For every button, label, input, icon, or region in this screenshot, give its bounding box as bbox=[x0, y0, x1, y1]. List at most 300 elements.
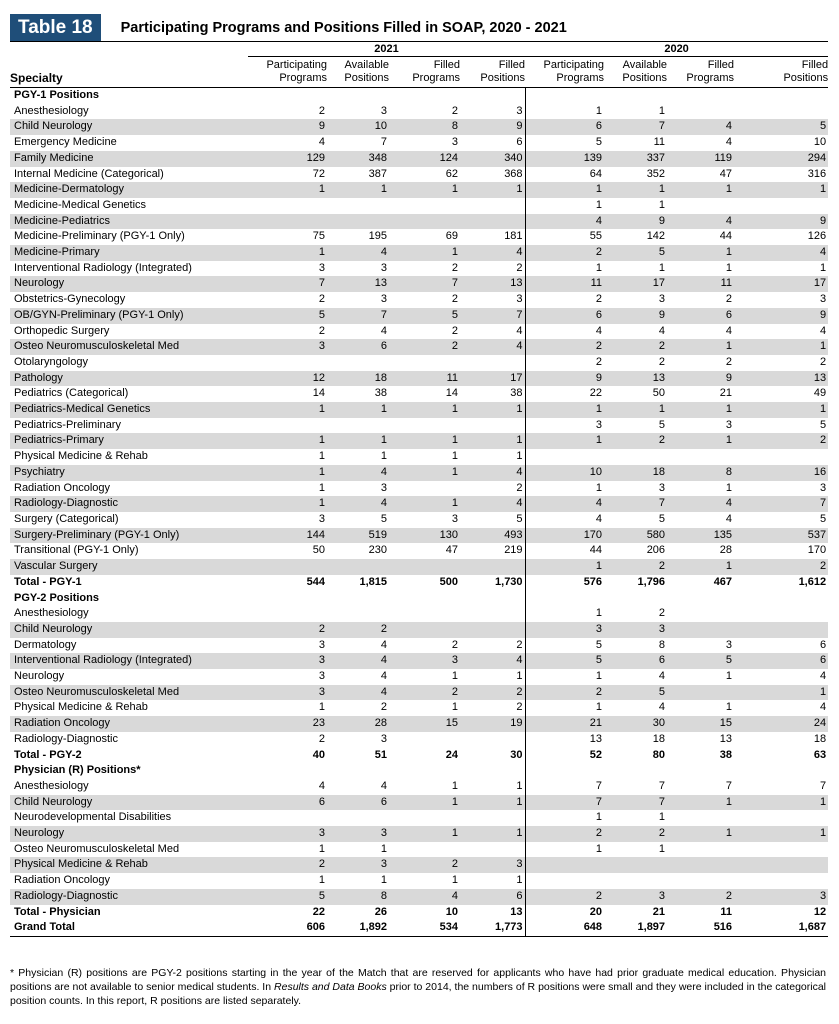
total-row bbox=[10, 575, 828, 591]
value-cell: 3 bbox=[451, 136, 458, 149]
value-cell: 7 bbox=[604, 119, 667, 135]
value-cell: 52 bbox=[525, 748, 604, 764]
value-cell: 2 bbox=[248, 857, 327, 873]
value-cell: 1 bbox=[389, 182, 460, 198]
value-cell bbox=[389, 622, 460, 638]
specialty-name: Total - Physician bbox=[14, 905, 101, 918]
value-cell bbox=[604, 449, 667, 465]
total-row bbox=[10, 905, 828, 921]
value-cell bbox=[734, 622, 828, 638]
value-cell: 7 bbox=[380, 136, 387, 149]
specialty-name: Vascular Surgery bbox=[10, 559, 248, 575]
table-row bbox=[10, 245, 828, 261]
value-cell bbox=[248, 214, 327, 230]
value-cell: 4 bbox=[819, 324, 827, 337]
value-cell: 4 bbox=[380, 324, 387, 337]
value-cell: 4 bbox=[819, 670, 827, 683]
value-cell: 3 bbox=[380, 104, 387, 117]
value-cell: 1 bbox=[516, 874, 523, 887]
specialty-name: Radiology-Diagnostic bbox=[10, 496, 248, 512]
value-cell: 12 bbox=[813, 905, 827, 918]
table-row bbox=[10, 135, 828, 151]
value-cell: 1 bbox=[725, 261, 733, 274]
value-cell bbox=[389, 481, 460, 497]
value-cell: 3 bbox=[516, 104, 523, 117]
table-row bbox=[10, 119, 828, 135]
value-cell: 2 bbox=[734, 559, 828, 575]
value-cell: 7 bbox=[248, 276, 327, 292]
value-cell: 4 bbox=[460, 245, 525, 261]
table-row bbox=[10, 324, 828, 340]
value-cell: 3 bbox=[248, 826, 327, 842]
value-cell: 63 bbox=[813, 748, 827, 761]
table-row bbox=[10, 685, 828, 701]
table-row bbox=[10, 355, 828, 371]
value-cell bbox=[389, 810, 460, 826]
value-cell: 1 bbox=[248, 496, 327, 512]
value-cell: 195 bbox=[368, 230, 387, 243]
value-cell bbox=[667, 763, 734, 779]
value-cell: 18 bbox=[652, 732, 666, 745]
specialty-name: Physical Medicine & Rehab bbox=[14, 701, 148, 714]
value-cell: 9 bbox=[248, 119, 327, 135]
value-cell bbox=[525, 873, 604, 889]
section-row bbox=[10, 591, 828, 607]
value-cell: 3 bbox=[327, 826, 389, 842]
value-cell: 3 bbox=[734, 889, 828, 905]
value-cell: 80 bbox=[652, 748, 666, 761]
value-cell: 230 bbox=[368, 544, 387, 557]
value-cell: 1 bbox=[460, 182, 525, 198]
value-cell: 17 bbox=[734, 276, 828, 292]
value-cell: 170 bbox=[525, 528, 604, 544]
value-cell: 13 bbox=[327, 276, 389, 292]
value-cell: 1 bbox=[389, 496, 460, 512]
value-cell bbox=[734, 842, 828, 858]
value-cell: 4 bbox=[725, 324, 733, 337]
value-cell bbox=[460, 198, 525, 214]
value-cell: 1 bbox=[380, 874, 387, 887]
soap-table bbox=[10, 42, 828, 937]
table-row bbox=[10, 512, 828, 528]
table-row bbox=[10, 481, 828, 497]
specialty-name: Pediatrics-Preliminary bbox=[14, 418, 121, 431]
value-cell: 1 bbox=[318, 701, 325, 714]
value-cell: 1 bbox=[380, 842, 387, 855]
specialty-name: Pediatrics-Primary bbox=[10, 433, 248, 449]
value-cell: 4 bbox=[819, 701, 827, 714]
specialty-name: Osteo Neuromusculoskeletal Med bbox=[10, 339, 248, 355]
value-cell bbox=[389, 732, 460, 748]
value-cell: 9 bbox=[734, 214, 828, 230]
value-cell: 4 bbox=[667, 496, 734, 512]
col-header: Available Positions bbox=[604, 57, 667, 88]
value-cell bbox=[460, 559, 525, 575]
value-cell bbox=[248, 355, 327, 371]
value-cell: 2 bbox=[604, 339, 667, 355]
value-cell: 18 bbox=[813, 732, 827, 745]
value-cell: 129 bbox=[248, 151, 327, 167]
value-cell: 2 bbox=[725, 355, 733, 368]
value-cell: 4 bbox=[658, 324, 666, 337]
value-cell: 1 bbox=[667, 433, 734, 449]
value-cell: 2 bbox=[516, 261, 523, 274]
value-cell: 2 bbox=[460, 685, 525, 701]
value-cell bbox=[248, 559, 327, 575]
value-cell: 1 bbox=[725, 670, 733, 683]
value-cell bbox=[667, 606, 734, 622]
specialty-name: Physician (R) Positions* bbox=[14, 764, 141, 777]
value-cell: 14 bbox=[445, 387, 458, 400]
value-cell: 500 bbox=[439, 575, 458, 588]
value-cell bbox=[248, 418, 327, 434]
value-cell: 181 bbox=[504, 230, 523, 243]
value-cell: 576 bbox=[525, 575, 604, 591]
value-cell: 3 bbox=[248, 653, 327, 669]
value-cell: 2 bbox=[525, 292, 604, 308]
value-cell: 126 bbox=[807, 230, 827, 243]
value-cell: 3 bbox=[658, 481, 666, 494]
value-cell: 38 bbox=[374, 387, 387, 400]
value-cell: 352 bbox=[646, 167, 666, 180]
value-cell: 2 bbox=[525, 889, 604, 905]
value-cell: 5 bbox=[667, 653, 734, 669]
value-cell bbox=[327, 591, 389, 607]
value-cell bbox=[248, 198, 327, 214]
value-cell: 1 bbox=[525, 810, 604, 826]
value-cell: 5 bbox=[525, 135, 604, 151]
value-cell: 15 bbox=[667, 716, 734, 732]
value-cell bbox=[327, 606, 389, 622]
value-cell: 22 bbox=[312, 905, 325, 918]
value-cell: 5 bbox=[658, 418, 666, 431]
table-row bbox=[10, 167, 828, 183]
table-row bbox=[10, 528, 828, 544]
value-cell: 4 bbox=[327, 653, 389, 669]
table-row bbox=[10, 402, 828, 418]
value-cell: 5 bbox=[380, 512, 387, 525]
value-cell: 1 bbox=[389, 402, 460, 418]
value-cell: 28 bbox=[327, 716, 389, 732]
specialty-name: Emergency Medicine bbox=[14, 136, 117, 149]
col-header: Filled Positions bbox=[460, 57, 525, 88]
table-row bbox=[10, 716, 828, 732]
specialty-name: Radiation Oncology bbox=[14, 481, 111, 494]
column-header-row bbox=[10, 57, 828, 88]
specialty-name: Medicine-Preliminary (PGY-1 Only) bbox=[14, 230, 185, 243]
value-cell: 544 bbox=[306, 575, 325, 588]
value-cell: 9 bbox=[604, 308, 667, 324]
value-cell bbox=[667, 198, 734, 214]
value-cell: 2 bbox=[451, 293, 458, 306]
value-cell bbox=[734, 198, 828, 214]
value-cell: 139 bbox=[525, 151, 604, 167]
value-cell bbox=[327, 198, 389, 214]
value-cell: 1 bbox=[248, 402, 327, 418]
value-cell: 4 bbox=[667, 119, 734, 135]
value-cell: 7 bbox=[327, 308, 389, 324]
value-cell: 4 bbox=[460, 496, 525, 512]
value-cell: 142 bbox=[646, 230, 666, 243]
table-row bbox=[10, 418, 828, 434]
year-header-row bbox=[10, 42, 828, 57]
value-cell: 130 bbox=[389, 528, 460, 544]
value-cell: 1 bbox=[389, 433, 460, 449]
value-cell: 12 bbox=[248, 371, 327, 387]
specialty-name: Psychiatry bbox=[10, 465, 248, 481]
col-header: Participating Programs bbox=[525, 57, 604, 88]
value-cell: 47 bbox=[445, 544, 458, 557]
value-cell: 1 bbox=[516, 450, 523, 463]
value-cell: 8 bbox=[658, 638, 666, 651]
value-cell bbox=[248, 88, 327, 104]
value-cell: 69 bbox=[445, 230, 458, 243]
value-cell: 75 bbox=[312, 230, 325, 243]
value-cell bbox=[389, 355, 460, 371]
specialty-name: Interventional Radiology (Integrated) bbox=[14, 261, 192, 274]
value-cell: 4 bbox=[327, 465, 389, 481]
value-cell: 2 bbox=[380, 701, 387, 714]
value-cell: 493 bbox=[460, 528, 525, 544]
value-cell: 3 bbox=[248, 685, 327, 701]
table-row bbox=[10, 779, 828, 795]
value-cell: 4 bbox=[460, 339, 525, 355]
value-cell: 20 bbox=[525, 905, 604, 921]
table-row bbox=[10, 826, 828, 842]
value-cell: 7 bbox=[604, 496, 667, 512]
value-cell: 6 bbox=[516, 136, 523, 149]
specialty-name: Pediatrics-Medical Genetics bbox=[10, 402, 248, 418]
value-cell bbox=[389, 418, 460, 434]
value-cell: 4 bbox=[525, 512, 604, 528]
value-cell: 144 bbox=[248, 528, 327, 544]
table-row bbox=[10, 465, 828, 481]
value-cell: 16 bbox=[734, 465, 828, 481]
value-cell: 1 bbox=[451, 779, 458, 792]
table-row bbox=[10, 371, 828, 387]
value-cell: 1 bbox=[451, 670, 458, 683]
value-cell bbox=[460, 88, 525, 104]
value-cell: 3 bbox=[460, 857, 525, 873]
value-cell: 1 bbox=[525, 182, 604, 198]
value-cell: 5 bbox=[516, 512, 523, 525]
value-cell: 28 bbox=[719, 544, 733, 557]
value-cell: 1 bbox=[658, 842, 666, 855]
table-row bbox=[10, 261, 828, 277]
table-row bbox=[10, 842, 828, 858]
value-cell: 124 bbox=[389, 151, 460, 167]
value-cell: 4 bbox=[667, 214, 734, 230]
value-cell: 3 bbox=[318, 512, 325, 525]
value-cell: 7 bbox=[525, 779, 604, 795]
specialty-name: Medicine-Dermatology bbox=[10, 182, 248, 198]
value-cell: 2 bbox=[525, 339, 604, 355]
value-cell: 1,796 bbox=[637, 575, 666, 588]
value-cell: 51 bbox=[374, 748, 387, 761]
specialty-name: Internal Medicine (Categorical) bbox=[14, 167, 164, 180]
value-cell: 6 bbox=[248, 795, 327, 811]
value-cell: 30 bbox=[510, 748, 523, 761]
value-cell: 1 bbox=[667, 402, 734, 418]
col-header: Participating Programs bbox=[248, 57, 327, 88]
value-cell: 1 bbox=[725, 481, 733, 494]
value-cell: 1 bbox=[734, 402, 828, 418]
value-cell: 1 bbox=[248, 245, 327, 261]
value-cell bbox=[525, 449, 604, 465]
value-cell: 3 bbox=[819, 293, 827, 306]
value-cell: 1 bbox=[248, 433, 327, 449]
value-cell: 2 bbox=[451, 104, 458, 117]
value-cell: 1 bbox=[318, 481, 325, 494]
table-row bbox=[10, 638, 828, 654]
value-cell: 1 bbox=[658, 811, 666, 824]
table-row bbox=[10, 496, 828, 512]
value-cell: 2 bbox=[819, 355, 827, 368]
value-cell: 10 bbox=[813, 136, 827, 149]
value-cell bbox=[248, 591, 327, 607]
specialty-header: Specialty bbox=[10, 57, 248, 88]
specialty-name: Medicine-Pediatrics bbox=[10, 214, 248, 230]
value-cell: 1 bbox=[658, 261, 666, 274]
table-row bbox=[10, 622, 828, 638]
table-row bbox=[10, 198, 828, 214]
year-2021-header: 2021 bbox=[248, 42, 525, 57]
value-cell bbox=[248, 810, 327, 826]
value-cell: 10 bbox=[327, 119, 389, 135]
value-cell: 64 bbox=[525, 167, 604, 183]
value-cell: 337 bbox=[604, 151, 667, 167]
value-cell: 1 bbox=[389, 465, 460, 481]
value-cell bbox=[327, 763, 389, 779]
value-cell: 4 bbox=[460, 465, 525, 481]
value-cell bbox=[734, 104, 828, 120]
specialty-name: Neurology bbox=[10, 276, 248, 292]
value-cell: 13 bbox=[510, 905, 523, 918]
footnote: * Physician (R) positions are PGY-2 positions starting in the year of the Match that are reserved for applicants who have had prior graduate medical education. Physician positions are not available to senior medical students. In Results and Data Books prior to 2014, the numbers of R positions were small and they were included in the categorical position counts. In this report, R positions are listed separately. bbox=[10, 967, 826, 1007]
specialty-name: Pediatrics (Categorical) bbox=[14, 387, 129, 400]
value-cell: 1 bbox=[734, 826, 828, 842]
value-cell: 3 bbox=[516, 293, 523, 306]
value-cell bbox=[604, 763, 667, 779]
value-cell bbox=[389, 88, 460, 104]
grand-total-row bbox=[10, 920, 828, 936]
value-cell: 2 bbox=[318, 104, 325, 117]
year-2020-header: 2020 bbox=[525, 42, 828, 57]
value-cell bbox=[604, 88, 667, 104]
value-cell: 1 bbox=[667, 826, 734, 842]
value-cell: 2 bbox=[451, 638, 458, 651]
value-cell bbox=[734, 810, 828, 826]
value-cell: 1 bbox=[248, 465, 327, 481]
value-cell: 316 bbox=[807, 167, 827, 180]
value-cell: 6 bbox=[460, 889, 525, 905]
value-cell: 1 bbox=[525, 198, 604, 214]
value-cell: 11 bbox=[389, 371, 460, 387]
value-cell: 2 bbox=[327, 622, 389, 638]
value-cell bbox=[734, 763, 828, 779]
value-cell: 3 bbox=[604, 889, 667, 905]
value-cell: 4 bbox=[725, 512, 733, 525]
value-cell bbox=[460, 591, 525, 607]
specialty-name: Physical Medicine & Rehab bbox=[10, 857, 248, 873]
value-cell: 1 bbox=[667, 245, 734, 261]
value-cell bbox=[667, 873, 734, 889]
specialty-name: Neurology bbox=[10, 826, 248, 842]
value-cell: 5 bbox=[525, 653, 604, 669]
specialty-name: Radiology-Diagnostic bbox=[14, 732, 118, 745]
value-cell: 4 bbox=[389, 889, 460, 905]
value-cell: 4 bbox=[725, 136, 733, 149]
value-cell: 4 bbox=[327, 685, 389, 701]
value-cell: 4 bbox=[380, 779, 387, 792]
value-cell: 3 bbox=[380, 293, 387, 306]
value-cell: 6 bbox=[327, 339, 389, 355]
value-cell: 4 bbox=[658, 701, 666, 714]
table-row bbox=[10, 889, 828, 905]
value-cell: 2 bbox=[451, 324, 458, 337]
value-cell bbox=[734, 88, 828, 104]
col-header: Filled Programs bbox=[667, 57, 734, 88]
value-cell: 7 bbox=[604, 795, 667, 811]
value-cell: 47 bbox=[719, 167, 733, 180]
value-cell bbox=[389, 559, 460, 575]
value-cell: 4 bbox=[318, 136, 325, 149]
value-cell bbox=[389, 214, 460, 230]
value-cell: 1 bbox=[389, 245, 460, 261]
value-cell bbox=[667, 857, 734, 873]
specialty-name: Medicine-Primary bbox=[10, 245, 248, 261]
value-cell: 44 bbox=[525, 543, 604, 559]
value-cell: 1 bbox=[327, 402, 389, 418]
value-cell: 17 bbox=[604, 276, 667, 292]
value-cell: 294 bbox=[734, 151, 828, 167]
value-cell: 5 bbox=[604, 685, 667, 701]
value-cell: 516 bbox=[667, 920, 734, 936]
value-cell bbox=[734, 857, 828, 873]
total-row bbox=[10, 748, 828, 764]
value-cell bbox=[734, 873, 828, 889]
value-cell: 49 bbox=[813, 387, 827, 400]
value-cell bbox=[667, 449, 734, 465]
value-cell: 2 bbox=[516, 481, 523, 494]
table-title: Participating Programs and Positions Filled in SOAP, 2020 - 2021 bbox=[120, 20, 567, 36]
value-cell: 1 bbox=[460, 795, 525, 811]
table-row bbox=[10, 339, 828, 355]
specialty-name: Grand Total bbox=[10, 920, 248, 936]
value-cell: 1 bbox=[451, 874, 458, 887]
value-cell: 7 bbox=[725, 779, 733, 792]
value-cell: 1,612 bbox=[798, 575, 827, 588]
value-cell: 11 bbox=[525, 276, 604, 292]
value-cell: 1 bbox=[734, 795, 828, 811]
value-cell: 2 bbox=[725, 293, 733, 306]
value-cell: 2 bbox=[389, 685, 460, 701]
value-cell bbox=[248, 606, 327, 622]
value-cell: 2 bbox=[248, 622, 327, 638]
value-cell: 4 bbox=[380, 670, 387, 683]
value-cell bbox=[460, 214, 525, 230]
value-cell bbox=[389, 606, 460, 622]
value-cell: 368 bbox=[504, 167, 523, 180]
table-row bbox=[10, 873, 828, 889]
value-cell: 1 bbox=[525, 402, 604, 418]
value-cell: 62 bbox=[445, 167, 458, 180]
specialty-name: Pathology bbox=[10, 371, 248, 387]
value-cell: 5 bbox=[604, 245, 667, 261]
value-cell: 1 bbox=[734, 339, 828, 355]
value-cell: 1 bbox=[516, 670, 523, 683]
value-cell: 3 bbox=[248, 339, 327, 355]
